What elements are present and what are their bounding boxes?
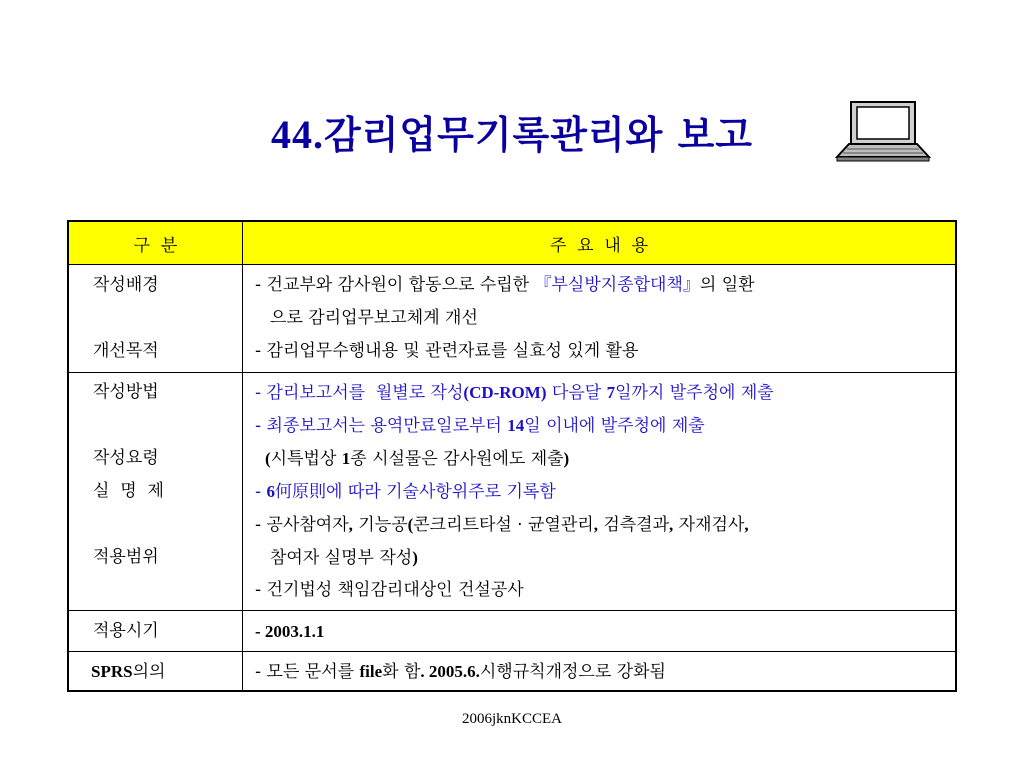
content-line: - 건교부와 감사원이 합동으로 수립한 『부실방지종합대책』의 일환 [255, 275, 755, 295]
page-title: 44.감리업무기록관리와 보고 [270, 112, 754, 157]
content-line: - 감리업무수행내용 및 관련자료를 실효성 있게 활용 [255, 341, 639, 361]
laptop-icon [835, 100, 931, 162]
content-line: - 공사참여자, 기능공(콘크리트타설 · 균열관리, 검측결과, 자재검사, [255, 515, 749, 535]
row-label: 적용시기 [93, 620, 159, 641]
row-label: 개선목적 [93, 341, 159, 361]
content-line: - 최종보고서는 용역만료일로부터 14일 이내에 발주청에 제출 [255, 416, 705, 436]
content-line: - 감리보고서를 월별로 작성(CD-ROM) 다음달 7일까지 발주청에 제출 [255, 383, 774, 403]
row-label: 작성배경 [93, 275, 159, 295]
content-line: (시특법상 1종 시설물은 감사원에도 제출) [265, 449, 570, 469]
header-category: 구 분 [68, 221, 243, 265]
content-line: 참여자 실명부 작성) [270, 548, 418, 568]
content-line: - 모든 문서를 file화 함. 2005.6.시행규칙개정으로 강화됨 [255, 661, 666, 682]
table-row [68, 652, 956, 692]
row-label: 적용범위 [93, 547, 159, 567]
content-line: - 6何原則에 따라 기술사항위주로 기록함 [255, 482, 556, 502]
row-label: 작성요령 [93, 448, 159, 468]
table-header-row [68, 221, 956, 265]
table-row [68, 611, 956, 652]
table-row [68, 265, 956, 373]
footer-text: 2006jknKCCEA [461, 711, 562, 727]
content-line: - 2003.1.1 [255, 621, 325, 641]
content-line: 으로 감리업무보고체계 개선 [270, 308, 478, 328]
header-content: 주 요 내 용 [243, 221, 957, 265]
row-label: 작성방법 [93, 382, 159, 402]
row-label: 실 명 제 [93, 481, 164, 501]
content-line: - 건기법성 책임감리대상인 건설공사 [255, 580, 524, 600]
info-table [67, 220, 957, 692]
table-row [68, 373, 956, 611]
row-label: SPRS의의 [91, 661, 166, 682]
